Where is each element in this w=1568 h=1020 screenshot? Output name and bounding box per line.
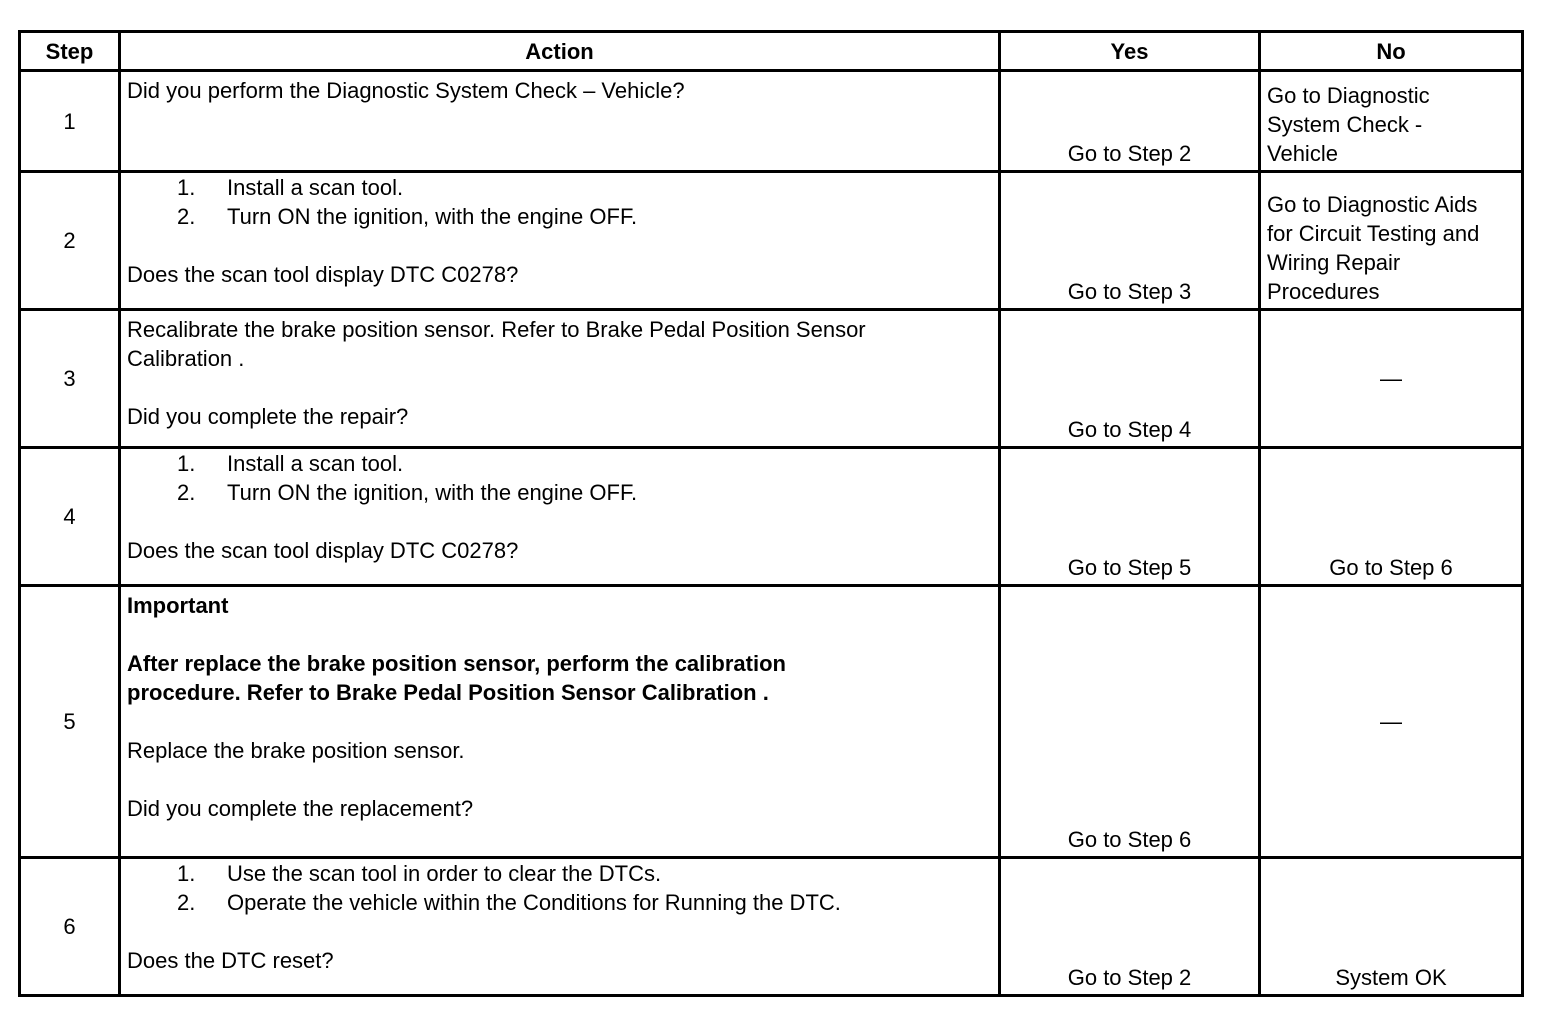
- action-cell: [120, 172, 1000, 310]
- list-text: Use the scan tool in order to clear the DTCs.: [227, 861, 662, 886]
- list-item: [177, 859, 992, 888]
- table-row: [20, 71, 1523, 172]
- action-cell: [120, 586, 1000, 858]
- no-cell: [1260, 448, 1523, 586]
- question-text: Does the scan tool display DTC C0278?: [127, 262, 519, 287]
- yes-text: Go to Step 2: [1067, 141, 1192, 166]
- no-cell: [1260, 858, 1523, 996]
- no-line: Procedures: [1267, 279, 1380, 304]
- list-text: Operate the vehicle within the Conditions for Running the DTC.: [227, 890, 841, 915]
- instruction-list: [127, 449, 992, 507]
- no-line: System Check -: [1267, 112, 1423, 137]
- header-row: [20, 32, 1523, 71]
- instruction-list: [127, 859, 992, 917]
- yes-cell: [1000, 448, 1260, 586]
- action-text: Did you perform the Diagnostic System Check – Vehicle?: [127, 78, 685, 103]
- yes-text: Go to Step 5: [1067, 555, 1192, 580]
- list-number: 1.: [177, 175, 196, 200]
- action-cell: [120, 858, 1000, 996]
- list-number: 2.: [177, 890, 196, 915]
- no-cell: [1260, 172, 1523, 310]
- list-item: [177, 478, 992, 507]
- step-number: 6: [20, 858, 120, 996]
- action-text: Replace the brake position sensor.: [127, 738, 465, 763]
- step-number: 4: [20, 448, 120, 586]
- list-number: 2.: [177, 480, 196, 505]
- no-text: —: [1380, 366, 1402, 391]
- header-no: No: [1260, 32, 1523, 71]
- header-step: Step: [20, 32, 120, 71]
- important-label: Important: [127, 593, 229, 618]
- question-text: Did you complete the replacement?: [127, 796, 474, 821]
- step-number: 3: [20, 310, 120, 448]
- header-action: Action: [120, 32, 1000, 71]
- no-cell: [1260, 71, 1523, 172]
- list-text: Turn ON the ignition, with the engine OFF.: [227, 204, 638, 229]
- yes-cell: [1000, 310, 1260, 448]
- no-cell: [1260, 586, 1523, 858]
- no-cell: [1260, 310, 1523, 448]
- yes-cell: [1000, 858, 1260, 996]
- diagnostic-table: [18, 30, 1524, 997]
- list-item: [177, 888, 992, 917]
- question-text: Does the scan tool display DTC C0278?: [127, 538, 519, 563]
- table-row: [20, 858, 1523, 996]
- list-text: Install a scan tool.: [227, 175, 404, 200]
- list-item: [177, 202, 992, 231]
- table-row: [20, 310, 1523, 448]
- no-text: Go to Step 6: [1329, 555, 1453, 580]
- step-number: 5: [20, 586, 120, 858]
- list-number: 1.: [177, 451, 196, 476]
- question-text: Does the DTC reset?: [127, 948, 334, 973]
- yes-cell: [1000, 71, 1260, 172]
- no-line: Wiring Repair: [1267, 250, 1401, 275]
- yes-text: Go to Step 2: [1067, 965, 1192, 990]
- list-number: 1.: [177, 861, 196, 886]
- header-yes: Yes: [1000, 32, 1260, 71]
- no-text: System OK: [1335, 965, 1447, 990]
- list-text: Install a scan tool.: [227, 451, 404, 476]
- instruction-list: [127, 173, 992, 231]
- yes-cell: [1000, 586, 1260, 858]
- step-number: 1: [20, 71, 120, 172]
- important-text: After replace the brake position sensor, perform the calibration procedure. Refer to Brake Pedal Position Sensor Calibration .: [127, 651, 786, 705]
- list-number: 2.: [177, 204, 196, 229]
- list-text: Turn ON the ignition, with the engine OFF.: [227, 480, 638, 505]
- no-text: —: [1380, 709, 1402, 734]
- action-cell: [120, 71, 1000, 172]
- table-row: [20, 586, 1523, 858]
- table-row: [20, 172, 1523, 310]
- yes-text: Go to Step 4: [1067, 417, 1192, 442]
- question-text: Did you complete the repair?: [127, 404, 409, 429]
- step-number: 2: [20, 172, 120, 310]
- no-line: Go to Diagnostic Aids: [1267, 192, 1478, 217]
- no-line: for Circuit Testing and: [1267, 221, 1480, 246]
- no-line: Vehicle: [1267, 141, 1338, 166]
- table-row: [20, 448, 1523, 586]
- yes-cell: [1000, 172, 1260, 310]
- action-cell: [120, 310, 1000, 448]
- yes-text: Go to Step 3: [1067, 279, 1192, 304]
- action-text: Recalibrate the brake position sensor. Refer to Brake Pedal Position Sensor Calibration .: [127, 317, 866, 371]
- no-line: Go to Diagnostic: [1267, 83, 1430, 108]
- action-cell: [120, 448, 1000, 586]
- yes-text: Go to Step 6: [1067, 827, 1192, 852]
- list-item: [177, 449, 992, 478]
- list-item: [177, 173, 992, 202]
